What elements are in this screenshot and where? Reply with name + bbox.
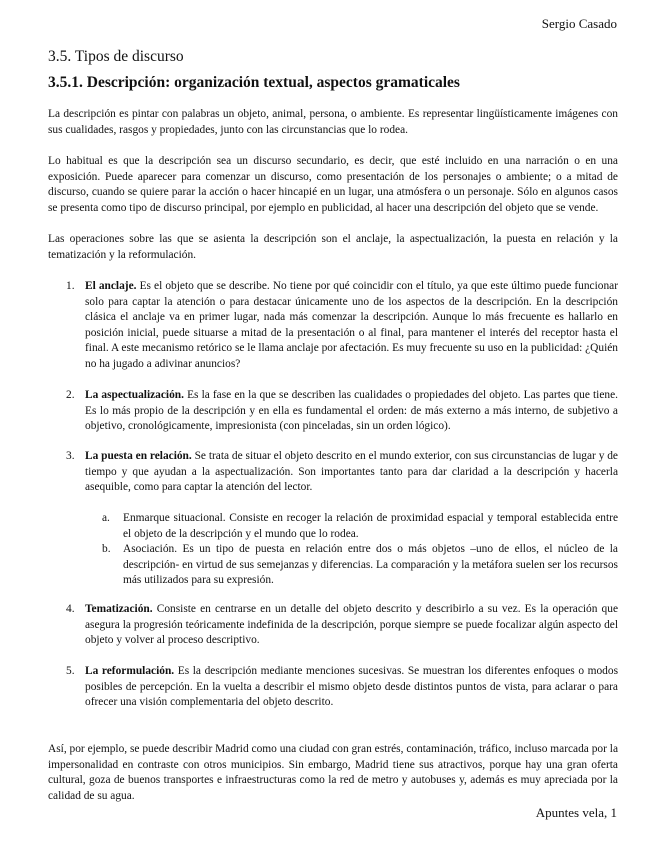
list-item-puesta-en-relacion bbox=[48, 449, 618, 496]
sublist-letter: a. bbox=[102, 512, 110, 524]
list-term: El anclaje bbox=[85, 280, 134, 292]
list-term: La reformulación. bbox=[85, 665, 175, 677]
list-text: Es la descripción mediante menciones sucesivas. Se muestran los diferentes enfoques o modos posibles de percepción. En la vuelta a describir el mismo objeto desde distintos puntos de vista, para aclarar o para ofrecer una visión complementaria del objeto descrito. bbox=[85, 665, 619, 709]
sublist-item-asociacion bbox=[102, 542, 618, 589]
list-number: 3. bbox=[66, 450, 75, 462]
paragraph-secondary-discourse: Lo habitual es que la descripción sea un discurso secundario, es decir, que esté incluido en una narración o en una exposición. Puede aparecer para comenzar un discurso, como presentación de los personajes o ambiente; o a mitad de discurso, cuando se quiere parar la acción o hacer hincapié en un lugar, una atmósfera o un personaje. Sólo en algunos casos se presenta como tipo de discurso principal, por ejemplo en publicidad, al hacer una descripción del objeto que se vende. bbox=[48, 155, 618, 214]
list-term: La puesta en relación. bbox=[85, 450, 192, 462]
list-item-anclaje bbox=[48, 279, 618, 373]
header-author: Sergio Casado bbox=[541, 16, 617, 31]
list-text: Es la fase en la que se describen las cualidades o propiedades del objeto. Las partes que tiene. Es lo más propio de la descripción y en ella es fundamental el orden: de más externo a más interno, de subjetivo a objetivo, cronológicamente, impresionista (con pinceladas, sin un orden lógico). bbox=[85, 389, 618, 433]
list-term-sep: . bbox=[133, 280, 137, 292]
list-item-aspectualizacion bbox=[48, 388, 618, 435]
list-number: 1. bbox=[66, 280, 75, 292]
list-text: Se trata de situar el objeto descrito en el mundo exterior, con sus circunstancias de lugar y de tiempo y que ayudan a la aspectualización. Son importantes tanto para dar claridad a la descripción y hacerla asequible, como para captar la atención del lector. bbox=[85, 450, 618, 494]
paragraph-definition: La descripción es pintar con palabras un objeto, animal, persona, o ambiente. Es representar lingüísticamente imágenes con sus cualidades, rasgos y propiedades, junto con las circunstancias que lo rodea. bbox=[48, 108, 618, 136]
list-term-sep: . bbox=[181, 389, 184, 401]
subsection-title: 3.5.1. Descripción: organización textual, aspectos gramaticales bbox=[48, 74, 460, 91]
list-number: 4. bbox=[66, 603, 75, 615]
list-number: 2. bbox=[66, 389, 75, 401]
list-term: La aspectualización bbox=[85, 389, 182, 401]
list-term: Tematización. bbox=[85, 603, 153, 615]
list-text: Es el objeto que se describe. No tiene por qué coincidir con el título, ya que este último puede funcionar solo para captar la atención o para destacar únicamente uno de los aspectos de la descripción. En la descripción clásica el anclaje va en primer lugar, nada más comenzar la descripción. Aunque lo más frecuente es hallarlo en posición inicial, puede situarse a mitad de la presentación o al final, para mantener el interés del receptor hasta el final. A este mecanismo retórico se le llama anclaje por afectación. Es muy frecuente su uso en la publicidad: ¿Quién no ha jugado a adivinar anuncios? bbox=[85, 280, 619, 370]
list-item-reformulacion bbox=[48, 664, 618, 711]
section-title: 3.5. Tipos de discurso bbox=[48, 48, 184, 65]
paragraph-operations: Las operaciones sobre las que se asienta la descripción son el anclaje, la aspectualización, la puesta en relación y la tematización y la reformulación. bbox=[48, 233, 618, 261]
sublist-text: Enmarque situacional. Consiste en recoger la relación de proximidad espacial y temporal establecida entre el objeto de la descripción y el mundo que lo rodea. bbox=[123, 512, 618, 540]
list-text: Consiste en centrarse en un detalle del objeto descrito y describirlo a su vez. Es la operación que asegura la progresión teóricamente indefinida de la descripción, porque siempre se puede focalizar algún aspecto del objeto y volver al proceso descriptivo. bbox=[85, 603, 618, 647]
list-item-tematizacion bbox=[48, 602, 618, 649]
sublist-letter: b. bbox=[102, 543, 111, 555]
sublist-item-enmarque bbox=[102, 511, 618, 542]
sublist-text: Asociación. Es un tipo de puesta en relación entre dos o más objetos –uno de ellos, el núcleo de la descripción- en virtud de sus semejanzas y diferencias. La comparación y la metáfora suelen ser los recursos más utilizados para su expresión. bbox=[123, 543, 618, 587]
footer-page-label: Apuntes vela, 1 bbox=[535, 805, 617, 820]
paragraph-example: Así, por ejemplo, se puede describir Madrid como una ciudad con gran estrés, contaminación, tráfico, incluso marcada por la impersonalidad en contraste con otros municipios. Sin embargo, Madrid tiene sus atractivos, porque hay una gran oferta cultural, goza de buenos transportes e infraestructuras como la red de metro y autobuses y, además es muy apreciada por la calidad de su agua. bbox=[48, 743, 618, 802]
list-number: 5. bbox=[66, 665, 75, 677]
